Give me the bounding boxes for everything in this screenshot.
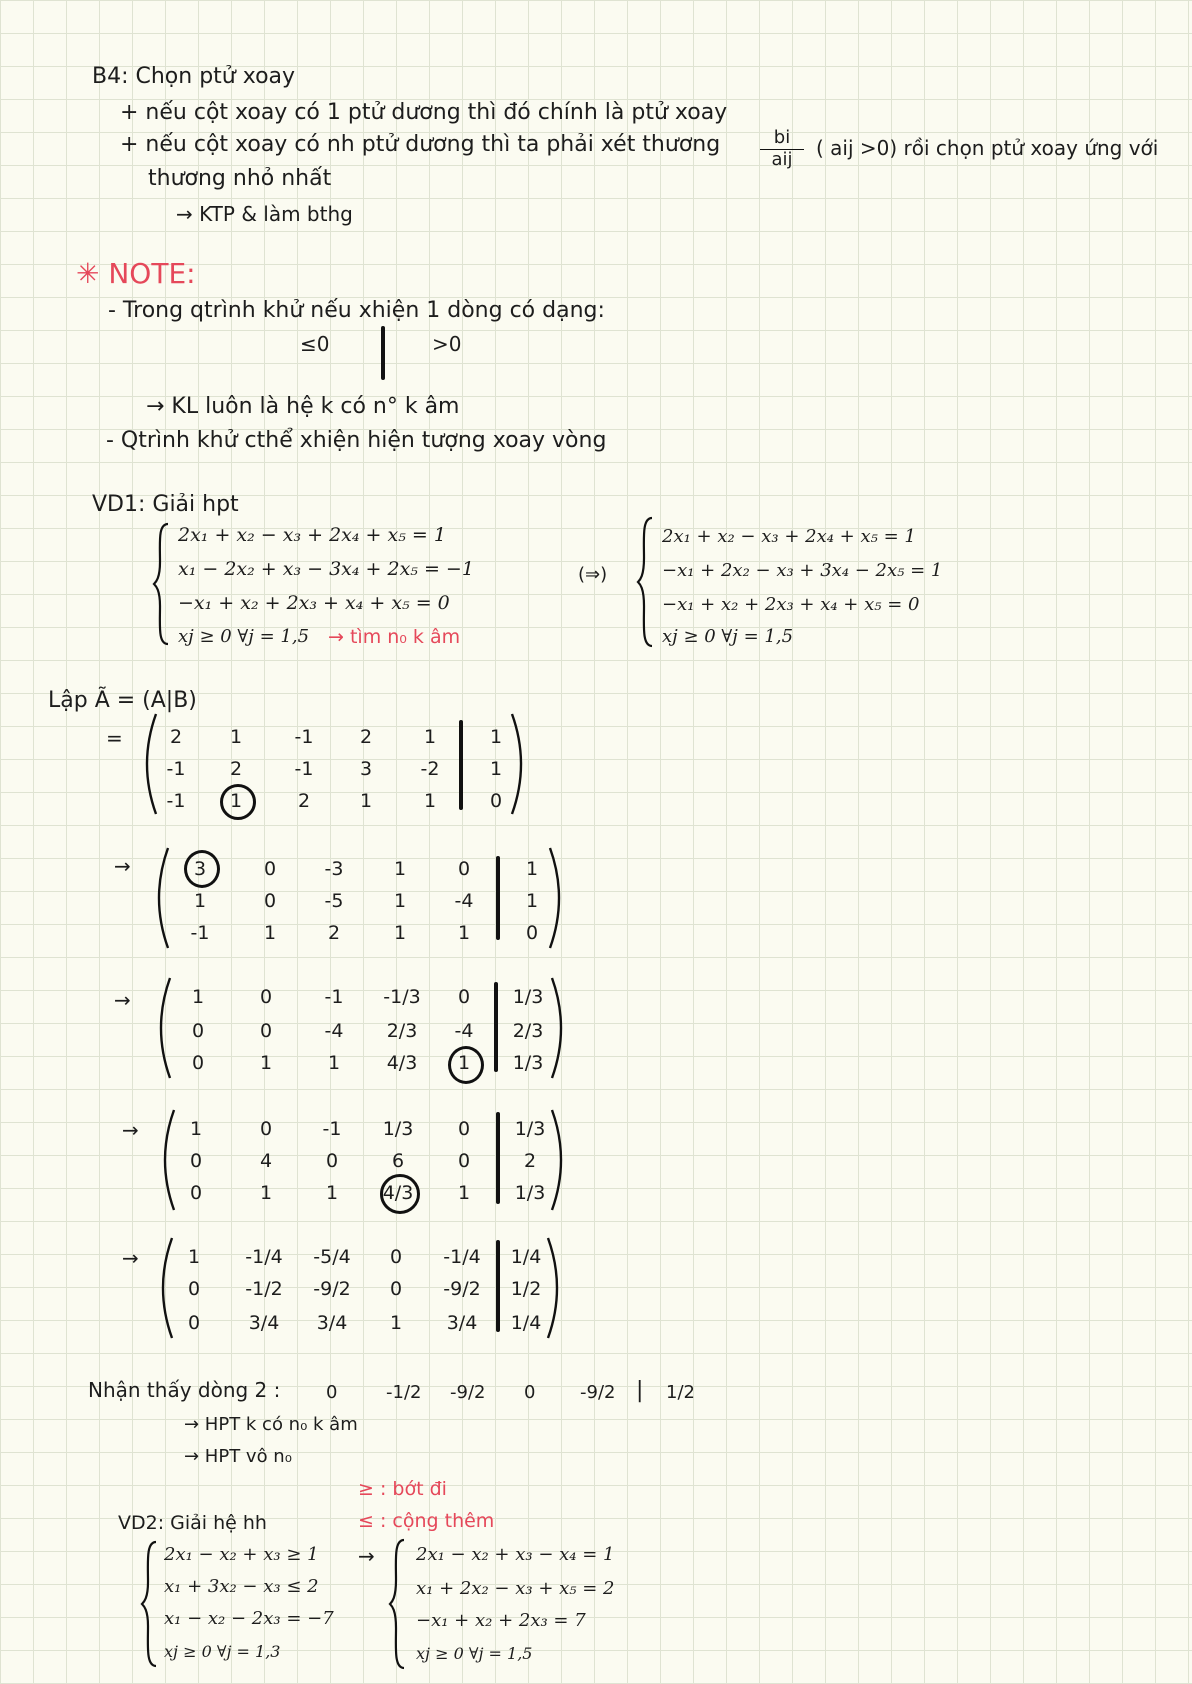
matrix-cell: 1 [393, 922, 407, 944]
b4-rule-2b: ( aij >0) rồi chọn ptử xoay ứng với [816, 136, 1159, 160]
vd1-left-constraint: xj ≥ 0 ∀j = 1,5 [178, 626, 310, 647]
vd2-left-eq-3: x₁ − x₂ − 2x₃ = −7 [164, 1608, 334, 1629]
note-row-bar [381, 326, 385, 380]
matrix-cell: -4 [454, 890, 474, 912]
matrix-1-bar [496, 856, 500, 940]
matrix-cell: 1 [193, 890, 207, 912]
vd2-right-brace [388, 1538, 408, 1670]
matrix-cell: 0 [187, 1278, 201, 1300]
fraction-numerator: bi [760, 128, 804, 150]
matrix-cell: 1/3 [514, 1182, 546, 1204]
observation-value: 0 [326, 1382, 338, 1403]
matrix-cell: 0 [389, 1246, 403, 1268]
matrix-cell: 2 [327, 922, 341, 944]
matrix-cell: 0 [259, 1118, 273, 1140]
legend-ge: ≥ : bớt đi [358, 1478, 447, 1500]
vd1-left-eq-1: 2x₁ + x₂ − x₃ + 2x₄ + x₅ = 1 [178, 524, 446, 546]
matrix-cell: 3/4 [446, 1312, 478, 1334]
note-title: ✳ NOTE: [76, 257, 196, 290]
vd1-title: VD1: Giải hpt [92, 492, 239, 517]
matrix-cell: -1 [190, 922, 210, 944]
row-op-arrow: → [122, 1246, 139, 1270]
matrix-cell: 0 [325, 1150, 339, 1172]
vd1-left-brace [152, 522, 172, 646]
legend-le: ≤ : cộng thêm [358, 1510, 495, 1532]
observation-value: -1/2 [386, 1382, 422, 1403]
observation-value: -9/2 [450, 1382, 486, 1403]
matrix-cell: 0 [259, 986, 273, 1008]
matrix-cell: 1/2 [510, 1278, 542, 1300]
matrix-3-bar [496, 1112, 500, 1204]
matrix-cell: -1/2 [245, 1278, 283, 1300]
matrix-cell: 1 [489, 726, 503, 748]
note-row-right: >0 [432, 332, 462, 356]
matrix-cell: -2 [420, 758, 440, 780]
matrix-cell: 3/4 [248, 1312, 280, 1334]
matrix-cell: 1/3 [512, 1052, 544, 1074]
matrix-cell: -1 [294, 726, 314, 748]
matrix-cell: 1 [457, 922, 471, 944]
b4-rule-1: + nếu cột xoay có 1 ptử dương thì đó chính là ptử xoay [120, 100, 728, 125]
matrix-cell: 6 [391, 1150, 405, 1172]
pivot-circle [380, 1174, 420, 1214]
matrix-cell: 1 [259, 1052, 273, 1074]
matrix-cell: 0 [259, 1020, 273, 1042]
observation-value: 0 [524, 1382, 536, 1403]
b4-title: B4: Chọn ptử xoay [92, 64, 296, 89]
b4-rule-3: → KTP & làm bthg [176, 202, 353, 226]
matrix-cell: -9/2 [443, 1278, 481, 1300]
note-line-3: - Qtrình khử cthể xhiện hiện tượng xoay vòng [106, 428, 607, 453]
matrix-cell: 0 [189, 1182, 203, 1204]
matrix-cell: 1 [457, 1182, 471, 1204]
matrix-cell: 2/3 [512, 1020, 544, 1042]
vd2-right-eq-1: 2x₁ − x₂ + x₃ − x₄ = 1 [416, 1544, 615, 1565]
matrix-cell: 1 [359, 790, 373, 812]
quotient-fraction [760, 128, 804, 170]
matrix-cell: -1 [294, 758, 314, 780]
matrix-cell: 2 [359, 726, 373, 748]
vd1-equivalence: (⇒) [578, 564, 608, 585]
matrix-cell: 2 [297, 790, 311, 812]
note-row-left: ≤0 [300, 332, 330, 356]
matrix-cell: 2 [169, 726, 183, 748]
observation-bar: | [636, 1378, 644, 1403]
matrix-cell: 0 [191, 1020, 205, 1042]
matrix-cell: -5 [324, 890, 344, 912]
vd1-left-eq-3: −x₁ + x₂ + 2x₃ + x₄ + x₅ = 0 [178, 592, 450, 614]
matrix-cell: 1 [325, 1182, 339, 1204]
conclusion-1: → HPT k có n₀ k âm [184, 1414, 358, 1435]
note-line-1: - Trong qtrình khử nếu xhiện 1 dòng có dạng: [108, 298, 605, 323]
matrix-cell: 1 [423, 790, 437, 812]
matrix-cell: 1 [259, 1182, 273, 1204]
vd1-right-eq-3: −x₁ + x₂ + 2x₃ + x₄ + x₅ = 0 [662, 594, 920, 615]
vd1-right-eq-1: 2x₁ + x₂ − x₃ + 2x₄ + x₅ = 1 [662, 526, 916, 547]
vd2-left-brace [140, 1540, 160, 1668]
augmented-matrix-label: Lập Ã = (A|B) [48, 688, 197, 713]
matrix-cell: 1 [489, 758, 503, 780]
matrix-cell: 0 [457, 1118, 471, 1140]
note-line-2: → KL luôn là hệ k có n° k âm [146, 394, 460, 419]
matrix-cell: 1/3 [382, 1118, 414, 1140]
matrix-cell: 0 [191, 1052, 205, 1074]
matrix-cell: -1 [324, 986, 344, 1008]
vd1-left-eq-2: x₁ − 2x₂ + x₃ − 3x₄ + 2x₅ = −1 [178, 558, 474, 580]
matrix-cell: -1 [322, 1118, 342, 1140]
matrix-cell: 1 [423, 726, 437, 748]
observation-label: Nhận thấy dòng 2 : [88, 1378, 281, 1402]
matrix-cell: 0 [489, 790, 503, 812]
matrix-cell: -5/4 [313, 1246, 351, 1268]
vd1-find-note: → tìm n₀ k âm [328, 626, 461, 648]
fraction-denominator: aij [771, 148, 793, 170]
matrix-cell: 1 [189, 1118, 203, 1140]
matrix-cell: 3/4 [316, 1312, 348, 1334]
matrix-cell: 0 [525, 922, 539, 944]
matrix-cell: 2/3 [386, 1020, 418, 1042]
matrix-cell: 0 [263, 858, 277, 880]
matrix-cell-pivot: 3 [193, 858, 207, 880]
matrix-cell: 1/4 [510, 1312, 542, 1334]
matrix-2-left-paren [150, 976, 172, 1080]
matrix-cell: -1 [166, 758, 186, 780]
vd1-right-brace [636, 516, 656, 648]
b4-rule-2c: thương nhỏ nhất [148, 166, 332, 191]
matrix-cell-pivot: 4/3 [382, 1182, 414, 1204]
vd2-left-eq-2: x₁ + 3x₂ − x₃ ≤ 2 [164, 1576, 319, 1597]
matrix-cell: 0 [457, 858, 471, 880]
matrix-cell: 1 [393, 858, 407, 880]
matrix-cell: 1 [229, 726, 243, 748]
vd2-right-eq-2: x₁ + 2x₂ − x₃ + x₅ = 2 [416, 1578, 615, 1599]
matrix-cell-pivot: 1 [457, 1052, 471, 1074]
matrix-cell: -1/4 [443, 1246, 481, 1268]
matrix-cell: 1 [327, 1052, 341, 1074]
pivot-circle [184, 850, 220, 888]
pivot-circle [220, 784, 256, 820]
conclusion-2: → HPT vô n₀ [184, 1446, 292, 1467]
vd1-right-eq-2: −x₁ + 2x₂ − x₃ + 3x₄ − 2x₅ = 1 [662, 560, 943, 581]
vd2-left-eq-1: 2x₁ − x₂ + x₃ ≥ 1 [164, 1544, 319, 1565]
vd1-right-constraint: xj ≥ 0 ∀j = 1,5 [662, 626, 794, 647]
matrix-cell: 1/4 [510, 1246, 542, 1268]
matrix-2-bar [494, 982, 498, 1072]
matrix-cell: 2 [229, 758, 243, 780]
matrix-0-bar [459, 720, 463, 810]
matrix-cell: -4 [454, 1020, 474, 1042]
vd2-right-constraint: xj ≥ 0 ∀j = 1,5 [416, 1644, 533, 1663]
matrix-cell: 4/3 [386, 1052, 418, 1074]
matrix-cell: 0 [263, 890, 277, 912]
matrix-cell: 1 [525, 890, 539, 912]
matrix-cell: 1/3 [514, 1118, 546, 1140]
matrix-cell: 1 [187, 1246, 201, 1268]
matrix-cell: 0 [187, 1312, 201, 1334]
matrix-cell: -1/3 [383, 986, 421, 1008]
matrix-cell: 0 [389, 1278, 403, 1300]
observation-value: -9/2 [580, 1382, 616, 1403]
matrix-cell: 0 [189, 1150, 203, 1172]
vd2-right-eq-3: −x₁ + x₂ + 2x₃ = 7 [416, 1610, 586, 1631]
row-op-arrow: → [122, 1118, 139, 1142]
matrix-cell: -4 [324, 1020, 344, 1042]
row-op-arrow: → [114, 854, 131, 878]
row-op-arrow: → [114, 988, 131, 1012]
equals-sign: = [106, 726, 123, 750]
observation-value: 1/2 [666, 1382, 695, 1403]
matrix-cell: -9/2 [313, 1278, 351, 1300]
matrix-cell: 3 [359, 758, 373, 780]
matrix-cell: 1 [389, 1312, 403, 1334]
matrix-cell: 2 [523, 1150, 537, 1172]
vd2-arrow: → [358, 1544, 375, 1568]
matrix-cell: 0 [457, 986, 471, 1008]
matrix-cell: 0 [457, 1150, 471, 1172]
pivot-circle [448, 1046, 484, 1084]
matrix-cell: -3 [324, 858, 344, 880]
matrix-cell: 1/3 [512, 986, 544, 1008]
matrix-cell: 1 [263, 922, 277, 944]
matrix-cell: -1 [166, 790, 186, 812]
matrix-cell-pivot: 1 [229, 790, 243, 812]
matrix-cell: 1 [525, 858, 539, 880]
matrix-cell: -1/4 [245, 1246, 283, 1268]
vd2-title: VD2: Giải hệ hh [118, 1512, 267, 1534]
matrix-1-left-paren [148, 846, 170, 950]
matrix-cell: 4 [259, 1150, 273, 1172]
b4-rule-2a: + nếu cột xoay có nh ptử dương thì ta phải xét thương [120, 132, 721, 157]
vd2-left-constraint: xj ≥ 0 ∀j = 1,3 [164, 1642, 281, 1661]
matrix-cell: 1 [393, 890, 407, 912]
matrix-cell: 1 [191, 986, 205, 1008]
